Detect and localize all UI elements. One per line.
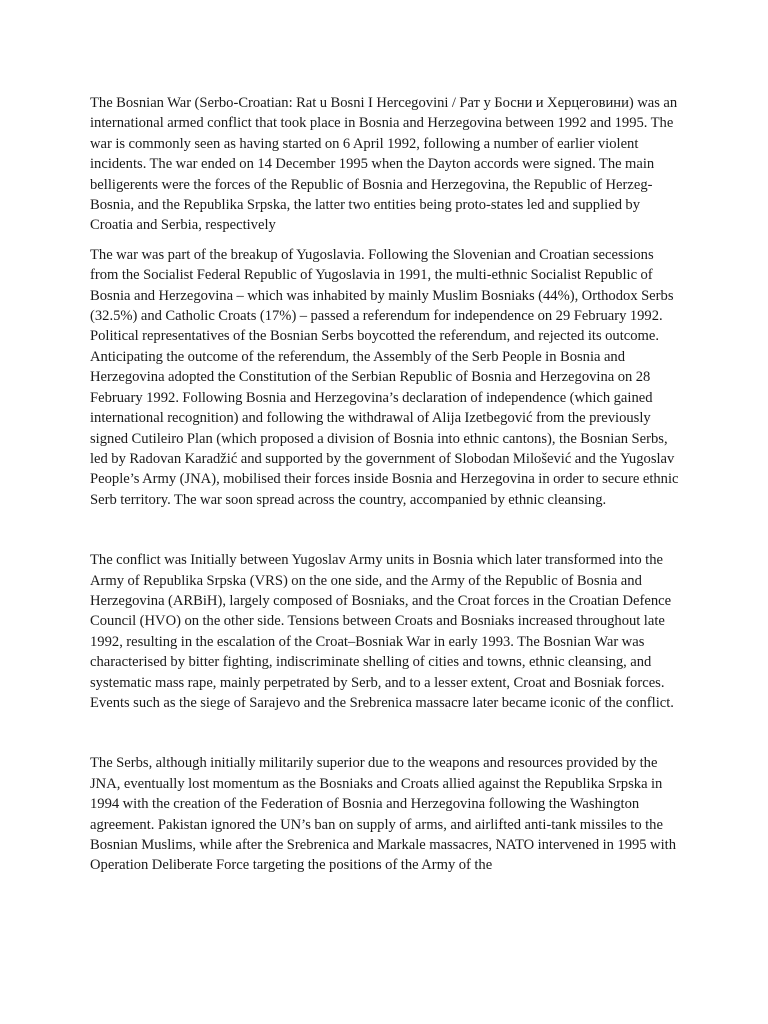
paragraph-gap (90, 236, 684, 245)
document-body (90, 93, 684, 876)
paragraph-gap (90, 510, 684, 550)
paragraph-gap (90, 713, 684, 753)
paragraph-intro: The Bosnian War (Serbo-Croatian: Rat u Bosni I Hercegovini / Рат у Босни и Херцеговини) was an international armed conflict that took place in Bosnia and Herzegovina between 1992 and 1995. The war is commonly seen as having started on 6 April 1992, following a number of earlier violent incidents. The war ended on 14 December 1995 when the Dayton accords were signed. The main belligerents were the forces of the Republic of Bosnia and Herzegovina, the Republic of Herzeg-Bosnia, and the Republika Srpska, the latter two entities being proto-states led and supplied by Croatia and Serbia, respectively (90, 95, 678, 234)
paragraph-conflict: The conflict was Initially between Yugoslav Army units in Bosnia which later transformed into the Army of Republika Srpska (VRS) on the one side, and the Army of the Republic of Bosnia and Herzegovina (ARBiH), largely composed of Bosniaks, and the Croat forces in the Croatian Defence Council (HVO) on the other side. Tensions between Croats and Bosniaks increased throughout late 1992, resulting in the escalation of the Croat–Bosniak War in early 1993. The Bosnian War was characterised by bitter fighting, indiscriminate shelling of cities and towns, ethnic cleansing, and systematic mass rape, mainly perpetrated by Serb, and to a lesser extent, Croat and Bosniak forces. Events such as the siege of Sarajevo and the Srebrenica massacre later became iconic of the conflict. (90, 552, 674, 711)
paragraph-breakup: The war was part of the breakup of Yugoslavia. Following the Slovenian and Croatian secessions from the Socialist Federal Republic of Yugoslavia in 1991, the multi-ethnic Socialist Republic of Bosnia and Herzegovina – which was inhabited by mainly Muslim Bosniaks (44%), Orthodox Serbs (32.5%) and Catholic Croats (17%) – passed a referendum for independence on 29 February 1992. Political representatives of the Bosnian Serbs boycotted the referendum, and rejected its outcome. Anticipating the outcome of the referendum, the Assembly of the Serb People in Bosnia and Herzegovina adopted the Constitution of the Serbian Republic of Bosnia and Herzegovina on 28 February 1992. Following Bosnia and Herzegovina’s declaration of independence (which gained international recognition) and following the withdrawal of Alija Izetbegović from the previously signed Cutileiro Plan (which proposed a division of Bosnia into ethnic cantons), the Bosnian Serbs, led by Radovan Karadžić and supported by the government of Slobodan Milošević and the Yugoslav People’s Army (JNA), mobilised their forces inside Bosnia and Herzegovina in order to secure ethnic Serb territory. The war soon spread across the country, accompanied by ethnic cleansing. (90, 246, 679, 508)
paragraph-serbs: The Serbs, although initially militarily superior due to the weapons and resources provided by the JNA, eventually lost momentum as the Bosniaks and Croats allied against the Republika Srpska in 1994 with the creation of the Federation of Bosnia and Herzegovina following the Washington agreement. Pakistan ignored the UN’s ban on supply of arms, and airlifted anti-tank missiles to the Bosnian Muslims, while after the Srebrenica and Markale massacres, NATO intervened in 1995 with Operation Deliberate Force targeting the positions of the Army of the (90, 755, 677, 874)
